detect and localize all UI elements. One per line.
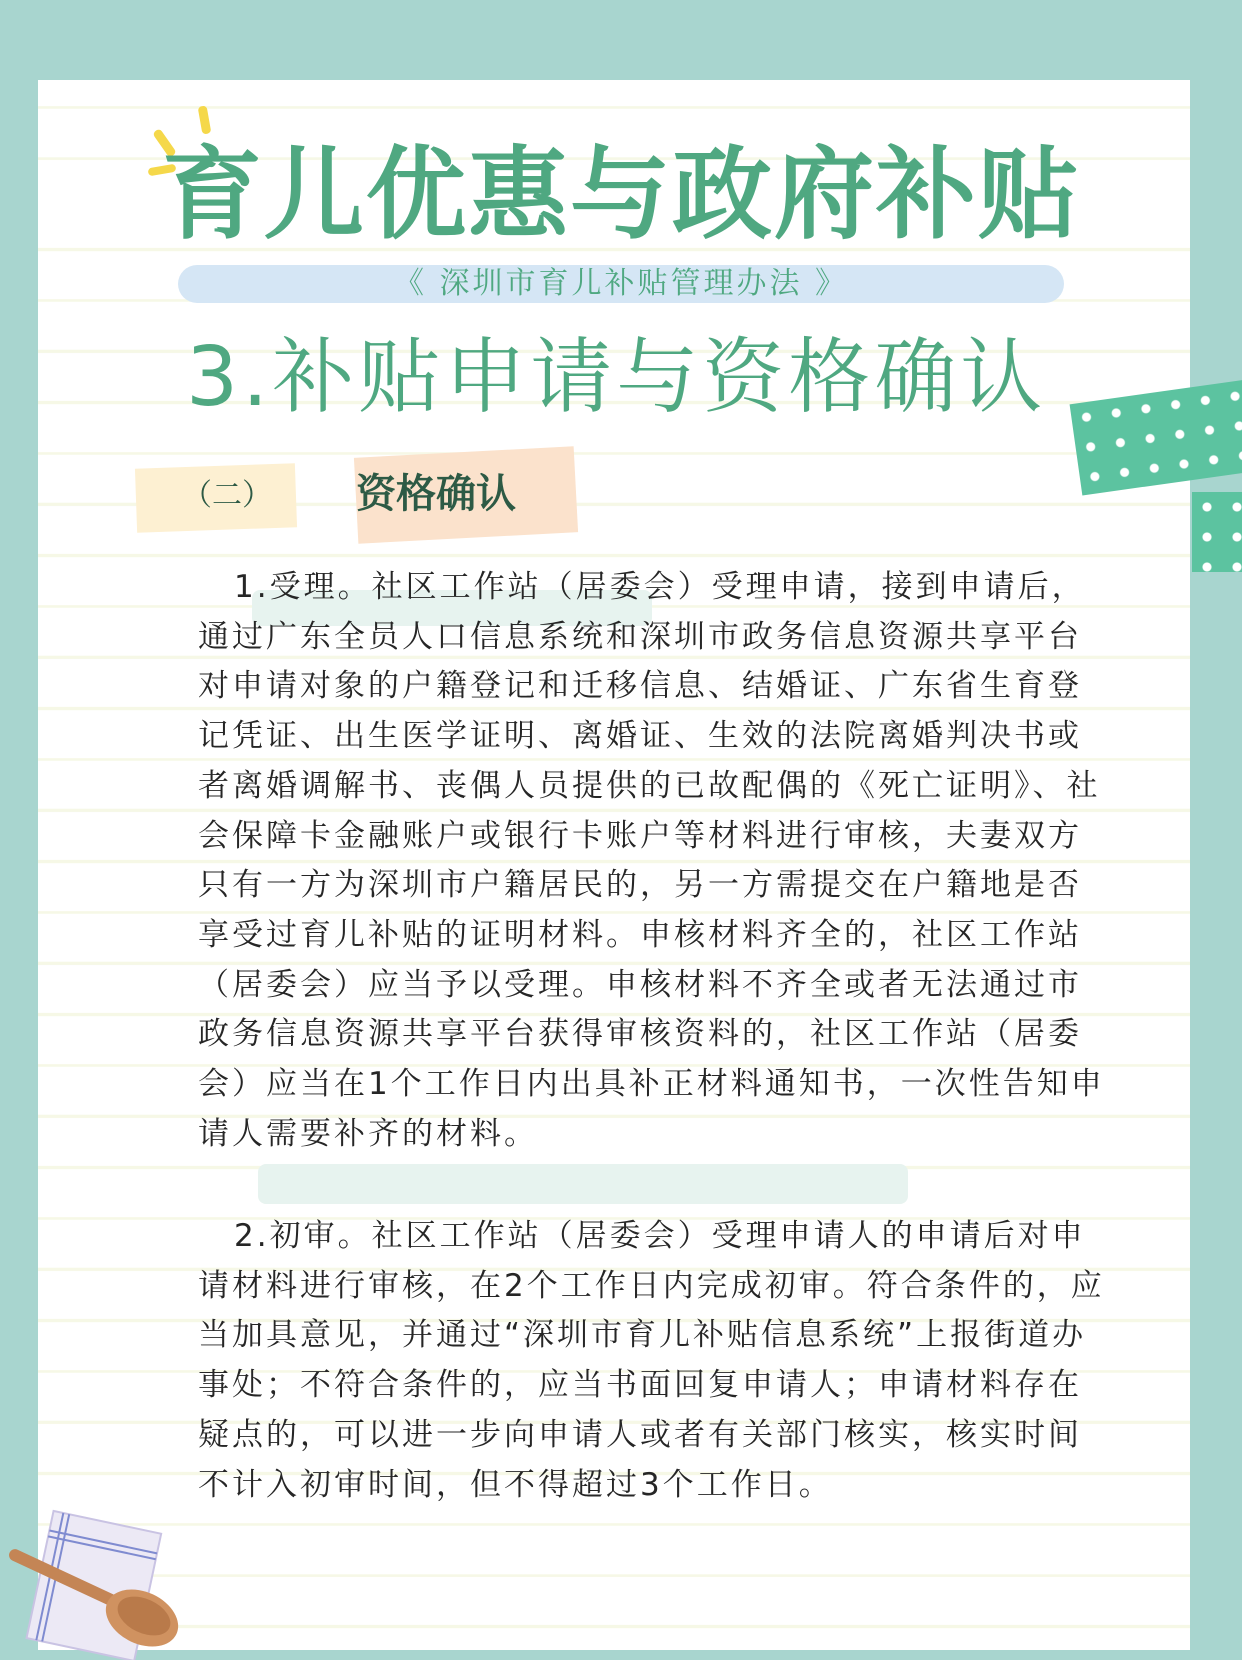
section-title: 3.补贴申请与资格确认 — [186, 330, 1047, 425]
spoon-and-cloth-decoration — [0, 1500, 190, 1660]
text-highlight — [258, 1164, 908, 1204]
washi-tape-decoration — [1192, 492, 1242, 572]
paragraph-preliminary-review: 2.初审。社区工作站（居委会）受理申请人的申请后对申请材料进行审核，在2个工作日内完成初审。符合条件的，应当加具意见，并通过“深圳市育儿补贴信息系统”上报街道办事处；不符合条件的，应当书面回复申请人；申请材料存在疑点的，可以进一步向申请人或者有关部门核实，核实时间不计入初审时间，但不得超过3个工作日。 — [198, 1218, 1105, 1503]
main-title: 育儿优惠与政府补贴 — [162, 136, 1080, 253]
paragraph-acceptance: 1.受理。社区工作站（居委会）受理申请，接到申请后，通过广东全员人口信息系统和深圳市政务信息资源共享平台对申请对象的户籍登记和迁移信息、结婚证、广东省生育登记凭证、出生医学证明、离婚证、生效的法院离婚判决书或者离婚调解书、丧偶人员提供的已故配偶的《死亡证明》、社会保障卡金融账户或银行卡账户等材料进行审核，夫妻双方只有一方为深圳市户籍居民的，另一方需提交在户籍地是否享受过育儿补贴的证明材料。申核材料齐全的，社区工作站（居委会）应当予以受理。申核材料不齐全或者无法通过市政务信息资源共享平台获得审核资料的，社区工作站（居委会）应当在1个工作日内出具补正材料通知书，一次性告知申请人需要补齐的材料。 — [198, 569, 1105, 1152]
subsection-number: （二） — [182, 478, 272, 513]
subtitle: 《 深圳市育儿补贴管理办法 》 — [393, 266, 849, 301]
subsection-heading: 资格确认 — [356, 471, 516, 517]
